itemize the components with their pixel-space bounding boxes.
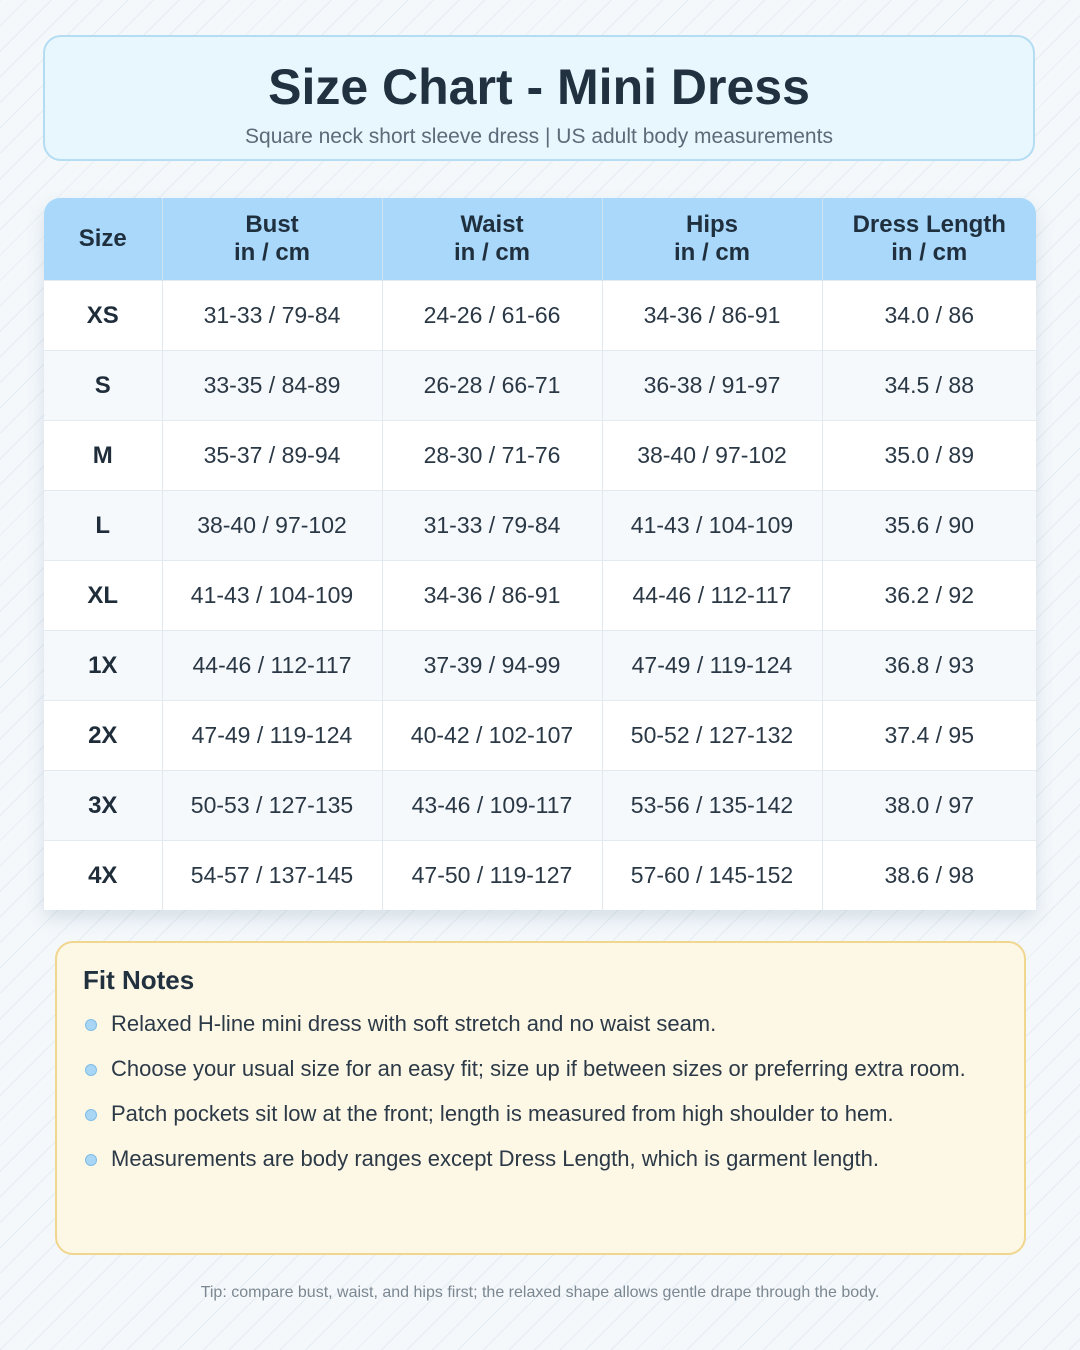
hips-cell: 36-38 / 91-97 <box>602 351 822 421</box>
waist-cell: 28-30 / 71-76 <box>382 421 602 491</box>
size-cell: 2X <box>44 701 162 771</box>
waist-cell: 37-39 / 94-99 <box>382 631 602 701</box>
waist-cell: 24-26 / 61-66 <box>382 281 602 351</box>
hips-cell: 38-40 / 97-102 <box>602 421 822 491</box>
hips-cell: 41-43 / 104-109 <box>602 491 822 561</box>
bust-cell: 31-33 / 79-84 <box>162 281 382 351</box>
bust-cell: 47-49 / 119-124 <box>162 701 382 771</box>
list-item <box>83 1010 998 1038</box>
size-cell: XL <box>44 561 162 631</box>
column-header-waist: Waist in / cm <box>382 198 602 281</box>
table-row <box>44 701 1036 771</box>
length-cell: 35.6 / 90 <box>822 491 1036 561</box>
waist-cell: 43-46 / 109-117 <box>382 771 602 841</box>
length-cell: 36.2 / 92 <box>822 561 1036 631</box>
size-cell: M <box>44 421 162 491</box>
table-row <box>44 771 1036 841</box>
footer-tip: Tip: compare bust, waist, and hips first; the relaxed shape allows gentle drape through the body. <box>200 1284 880 1301</box>
page-title: Size Chart - Mini Dress <box>268 59 810 115</box>
note-text: Measurements are body ranges except Dress Length, which is garment length. <box>111 1146 879 1171</box>
size-table-container <box>44 198 1036 910</box>
hips-cell: 57-60 / 145-152 <box>602 841 822 911</box>
column-header-hips: Hips in / cm <box>602 198 822 281</box>
waist-cell: 40-42 / 102-107 <box>382 701 602 771</box>
column-header-size: Size <box>44 198 162 281</box>
size-cell: 4X <box>44 841 162 911</box>
note-text: Patch pockets sit low at the front; length is measured from high shoulder to hem. <box>111 1101 894 1126</box>
fit-notes-list <box>83 1010 998 1173</box>
column-header-bust: Bust in / cm <box>162 198 382 281</box>
page-subtitle: Square neck short sleeve dress | US adult body measurements <box>245 125 833 148</box>
table-row <box>44 841 1036 911</box>
bust-cell: 44-46 / 112-117 <box>162 631 382 701</box>
size-table <box>44 198 1036 910</box>
length-cell: 38.0 / 97 <box>822 771 1036 841</box>
hips-cell: 53-56 / 135-142 <box>602 771 822 841</box>
waist-cell: 34-36 / 86-91 <box>382 561 602 631</box>
length-cell: 34.0 / 86 <box>822 281 1036 351</box>
table-row <box>44 421 1036 491</box>
size-cell: S <box>44 351 162 421</box>
waist-cell: 26-28 / 66-71 <box>382 351 602 421</box>
hips-cell: 34-36 / 86-91 <box>602 281 822 351</box>
length-cell: 34.5 / 88 <box>822 351 1036 421</box>
hips-cell: 47-49 / 119-124 <box>602 631 822 701</box>
length-cell: 38.6 / 98 <box>822 841 1036 911</box>
list-item <box>83 1145 998 1173</box>
length-cell: 36.8 / 93 <box>822 631 1036 701</box>
bust-cell: 35-37 / 89-94 <box>162 421 382 491</box>
bust-cell: 38-40 / 97-102 <box>162 491 382 561</box>
bullet-dot-icon <box>85 1019 97 1031</box>
size-cell: L <box>44 491 162 561</box>
header-card <box>43 35 1035 161</box>
bust-cell: 50-53 / 127-135 <box>162 771 382 841</box>
note-text: Relaxed H-line mini dress with soft stretch and no waist seam. <box>111 1011 717 1036</box>
table-row <box>44 351 1036 421</box>
fit-notes-title: Fit Notes <box>83 965 195 995</box>
bust-cell: 54-57 / 137-145 <box>162 841 382 911</box>
list-item <box>83 1100 998 1128</box>
bullet-dot-icon <box>85 1064 97 1076</box>
bust-cell: 33-35 / 84-89 <box>162 351 382 421</box>
table-row <box>44 561 1036 631</box>
hips-cell: 44-46 / 112-117 <box>602 561 822 631</box>
table-row <box>44 631 1036 701</box>
bust-cell: 41-43 / 104-109 <box>162 561 382 631</box>
note-text: Choose your usual size for an easy fit; size up if between sizes or preferring extra room. <box>111 1056 966 1081</box>
table-row <box>44 281 1036 351</box>
length-cell: 37.4 / 95 <box>822 701 1036 771</box>
size-cell: 3X <box>44 771 162 841</box>
bullet-dot-icon <box>85 1109 97 1121</box>
list-item <box>83 1055 998 1083</box>
size-cell: XS <box>44 281 162 351</box>
table-header-row <box>44 198 1036 281</box>
column-header-dress-length: Dress Length in / cm <box>822 198 1036 281</box>
hips-cell: 50-52 / 127-132 <box>602 701 822 771</box>
waist-cell: 31-33 / 79-84 <box>382 491 602 561</box>
fit-notes-card <box>55 941 1026 1255</box>
length-cell: 35.0 / 89 <box>822 421 1036 491</box>
waist-cell: 47-50 / 119-127 <box>382 841 602 911</box>
size-cell: 1X <box>44 631 162 701</box>
bullet-dot-icon <box>85 1154 97 1166</box>
table-row <box>44 491 1036 561</box>
